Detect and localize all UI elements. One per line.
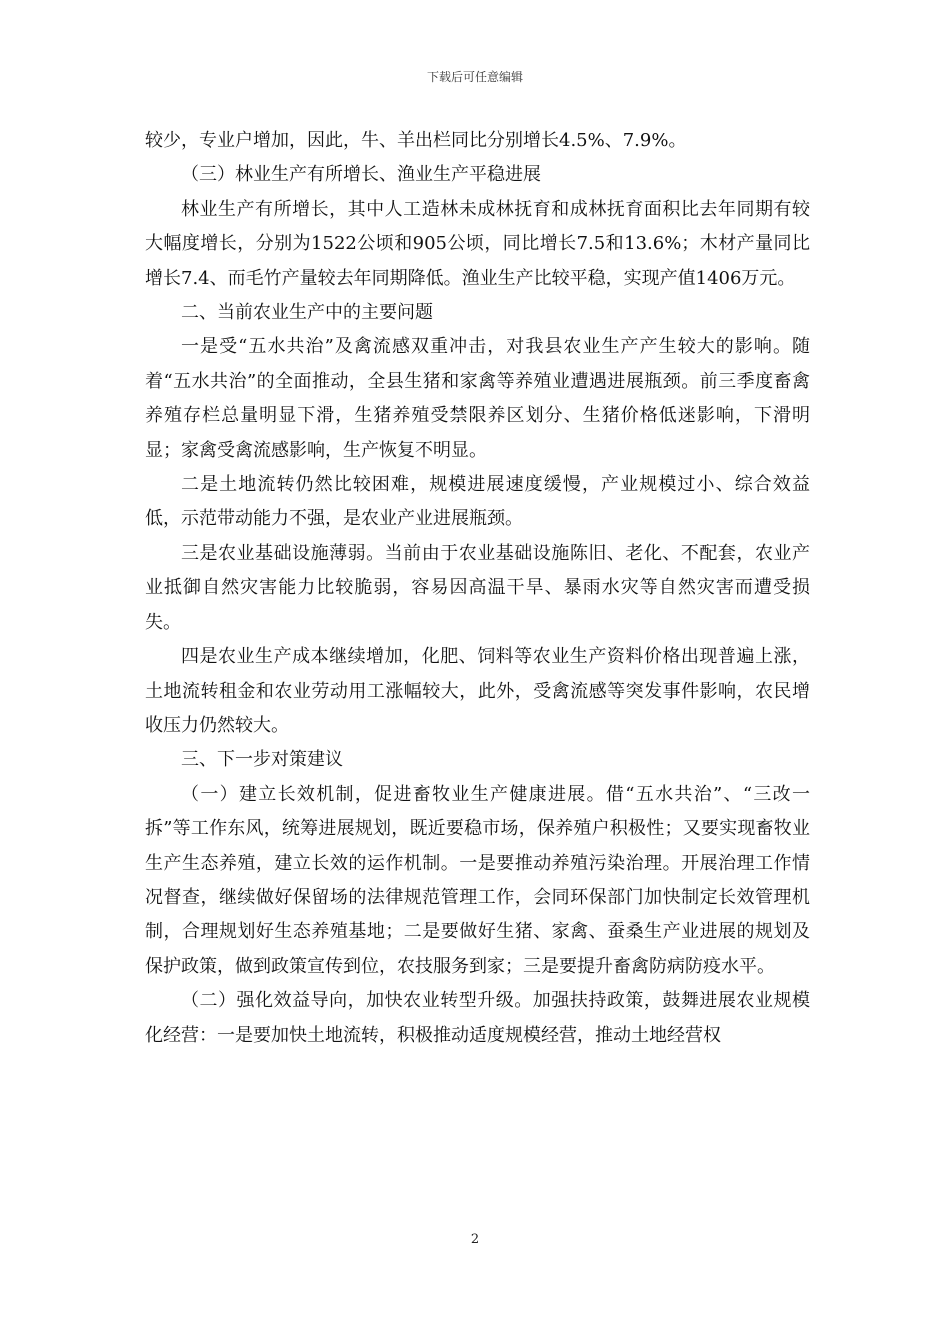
paragraph: （二）强化效益导向，加快农业转型升级。加强扶持政策，鼓舞进展农业规模化经营：一是要加快土地流转，积极推动适度规模经营，推动土地经营权 (145, 990, 810, 1046)
paragraph: 三是农业基础设施薄弱。当前由于农业基础设施陈旧、老化、不配套，农业产业抵御自然灾害能力比较脆弱，容易因高温干旱、暴雨水灾等自然灾害而遭受损失。 (145, 542, 810, 633)
section-heading: 三、下一步对策建议 (181, 749, 343, 771)
paragraph: 林业生产有所增长，其中人工造林未成林抚育和成林抚育面积比去年同期有较大幅度增长，分别为1522公顷和905公顷，同比增长7.5和13.6%；木材产量同比增长7.4、而毛竹产量较去年同期降低。渔业生产比较平稳，实现产值1406万元。 (145, 198, 810, 289)
page-number: 2 (470, 1232, 480, 1247)
paragraph: （一）建立长效机制，促进畜牧业生产健康进展。借“五水共治”、“三改一拆”等工作东风，统筹进展规划，既近要稳市场，保养殖户积极性；又要实现畜牧业生产生态养殖，建立长效的运作机制。一是要推动养殖污染治理。开展治理工作情况督查，继续做好保留场的法律规范管理工作，会同环保部门加快制定长效管理机制，合理规划好生态养殖基地；二是要做好生猪、家禽、蚕桑生产业进展的规划及保护政策，做到政策宣传到位，农技服务到家；三是要提升畜禽防病防疫水平。 (145, 783, 810, 977)
section-heading: 二、当前农业生产中的主要问题 (181, 302, 433, 324)
section-heading: （三）林业生产有所增长、渔业生产平稳进展 (181, 164, 541, 186)
paragraph: 一是受“五水共治”及禽流感双重冲击，对我县农业生产产生较大的影响。随着“五水共治”的全面推动，全县生猪和家禽等养殖业遭遇进展瓶颈。前三季度畜禽养殖存栏总量明显下滑，生猪养殖受禁限养区划分、生猪价格低迷影响，下滑明显；家禽受禽流感影响，生产恢复不明显。 (145, 336, 810, 461)
document-body (145, 124, 810, 1053)
paragraph: 四是农业生产成本继续增加，化肥、饲料等农业生产资料价格出现普遍上涨，土地流转租金和农业劳动用工涨幅较大，此外，受禽流感等突发事件影响，农民增收压力仍然较大。 (145, 646, 810, 736)
paragraph: 较少，专业户增加，因此，牛、羊出栏同比分别增长4.5%、7.9%。 (145, 130, 687, 151)
page-header: 下载后可任意编辑 (426, 70, 523, 84)
paragraph: 二是土地流转仍然比较困难，规模进展速度缓慢，产业规模过小、综合效益低，示范带动能力不强，是农业产业进展瓶颈。 (145, 474, 810, 530)
